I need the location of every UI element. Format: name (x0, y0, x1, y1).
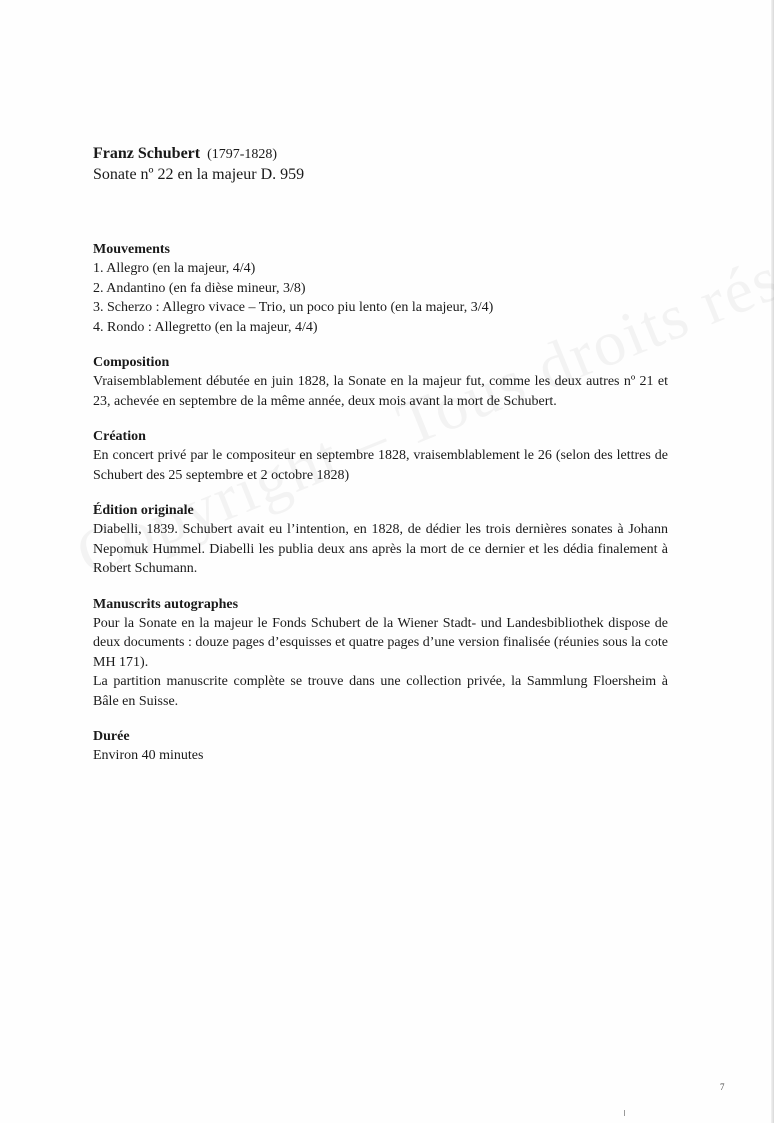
work-title: Sonate nº 22 en la majeur D. 959 (93, 166, 305, 183)
section-title: Durée (93, 729, 130, 744)
list-item: 2. Andantino (en fa dièse mineur, 3/8) (93, 280, 306, 296)
section-body (93, 446, 668, 485)
section-duree (93, 728, 668, 766)
paragraph: La partition manuscrite complète se trouve dans une collection privée, la Sammlung Floersheim à Bâle en Suisse. (93, 674, 668, 709)
section-body (93, 614, 668, 712)
page-number: 7 (720, 1082, 725, 1092)
movements-list (93, 259, 668, 337)
paragraph: En concert privé par le compositeur en septembre 1828, vraisemblablement le 26 (selon des lettres de Schubert des 25 septembre et 2 octobre 1828) (93, 448, 668, 483)
paragraph: Diabelli, 1839. Schubert avait eu l’intention, en 1828, de dédier les trois dernières sonates à Johann Nepomuk Hummel. Diabelli les publia deux ans après la mort de ce dernier et les dédia finalement à Robert Schumann. (93, 522, 668, 576)
composer-line (93, 144, 668, 164)
section-title: Création (93, 429, 146, 444)
section-title: Mouvements (93, 242, 170, 257)
list-item: 3. Scherzo : Allegro vivace – Trio, un poco piu lento (en la majeur, 3/4) (93, 300, 494, 315)
section-body (93, 520, 668, 579)
section-title: Manuscrits autographes (93, 596, 239, 612)
section-body (93, 372, 668, 411)
paragraph: Pour la Sonate en la majeur le Fonds Schubert de la Wiener Stadt- und Landesbibliothek dispose de deux documents : douze pages d’esquisses et quatre pages d’une version finalisée (réunies sous la cote MH 171). (93, 615, 668, 670)
paragraph: Vraisemblablement débutée en juin 1828, la Sonate en la majeur fut, comme les deux autres nº 21 et 23, achevée en septembre de la même année, deux mois avant la mort de Schubert. (93, 374, 668, 409)
section-body (93, 746, 668, 766)
composer-dates: (1797-1828) (207, 147, 278, 162)
section-manuscrits (93, 596, 668, 712)
section-mouvements (93, 241, 668, 337)
list-item: 1. Allegro (en la majeur, 4/4) (93, 261, 256, 276)
section-title: Composition (93, 355, 170, 370)
section-edition-originale (93, 502, 668, 579)
section-composition (93, 354, 668, 411)
scan-speck (624, 1110, 625, 1116)
composer-name: Franz Schubert (93, 145, 201, 162)
section-title: Édition originale (93, 503, 194, 518)
list-item: 4. Rondo : Allegretto (en la majeur, 4/4) (93, 319, 318, 335)
section-creation (93, 428, 668, 485)
paragraph: Environ 40 minutes (93, 748, 204, 763)
work-header (93, 144, 668, 185)
program-notes (93, 144, 668, 783)
